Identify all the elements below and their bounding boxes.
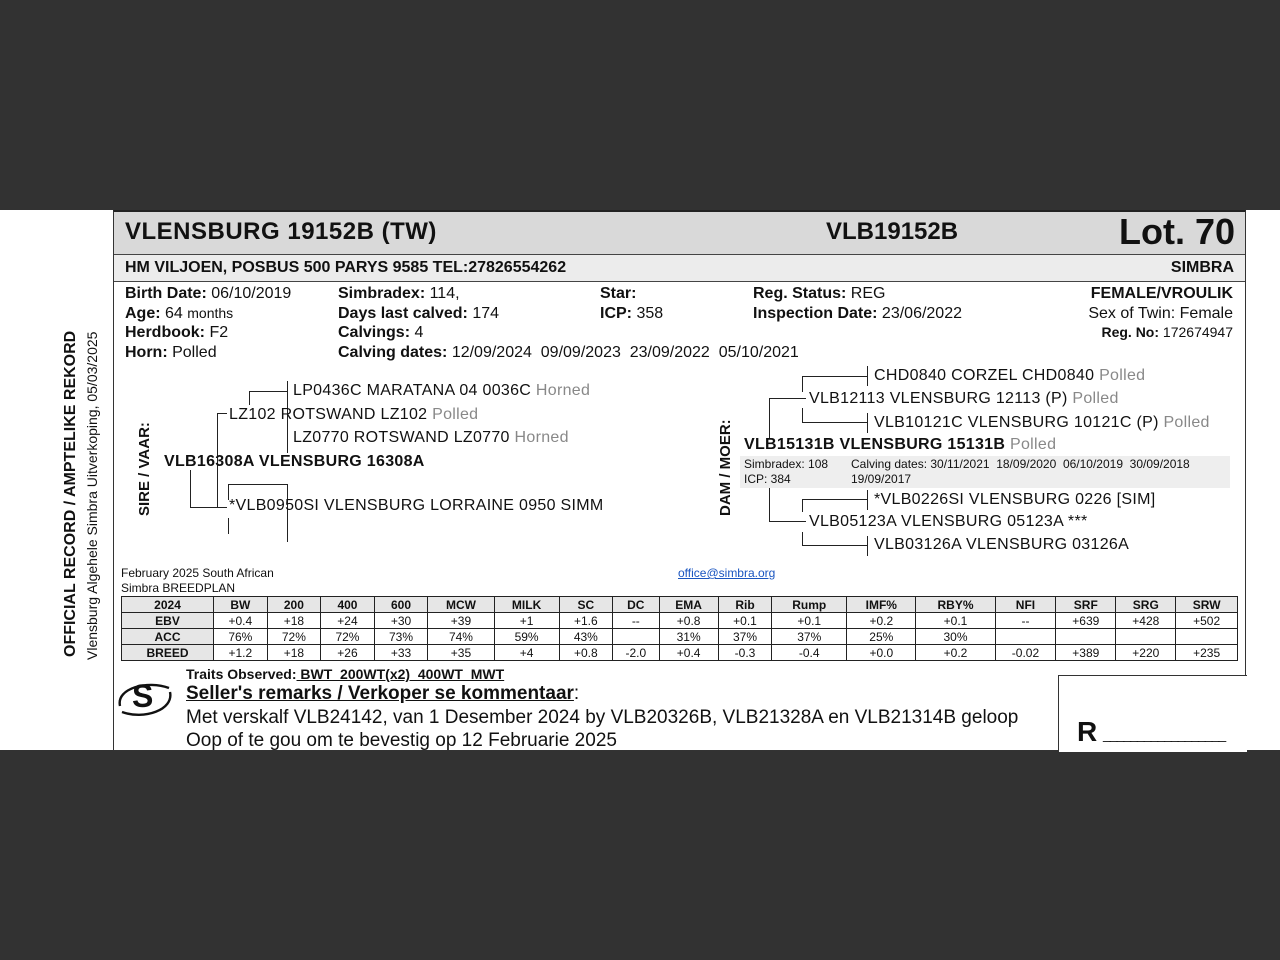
ebv-cell: +0.0 — [847, 645, 916, 661]
logo-letter: S — [132, 678, 154, 714]
breedplan-line-1: February 2025 South African — [121, 566, 274, 580]
ebv-cell: 37% — [772, 629, 847, 645]
ebv-cell: +0.1 — [916, 613, 995, 629]
ebv-header-cell: MILK — [494, 597, 559, 613]
ebv-cell: +0.4 — [659, 645, 718, 661]
animal-id: VLB19152B — [826, 218, 959, 245]
remarks-title: Seller's remarks / Verkoper se kommentaar: — [186, 683, 580, 704]
ebv-cell: 25% — [847, 629, 916, 645]
ebv-cell: +235 — [1176, 645, 1238, 661]
ebv-cell: 76% — [214, 629, 268, 645]
dam-sire-dam: VLB10121C VLENSBURG 10121C (P) Polled — [874, 414, 1210, 431]
ebv-row-label: BREED — [122, 645, 214, 661]
age-label: Age: — [125, 304, 161, 322]
ebv-cell — [613, 629, 659, 645]
traits-observed: Traits Observed: BWT 200WT(x2) 400WT MWT — [186, 666, 505, 682]
price-currency: R — [1077, 716, 1098, 747]
calving-dates-label: Calving dates: — [338, 343, 448, 361]
ebv-cell — [995, 629, 1056, 645]
ebv-cell: -0.3 — [718, 645, 772, 661]
sire-section-label: SIRE / VAAR: — [136, 422, 153, 516]
ebv-cell: +0.1 — [772, 613, 847, 629]
icp-value: 358 — [636, 304, 664, 322]
remarks-line-2: Oop of te gou om te bevestig op 12 Februarie 2025 — [186, 730, 617, 751]
horn-label: Horn: — [125, 343, 168, 361]
ebv-cell: -0.02 — [995, 645, 1056, 661]
sire-sire: LZ102 ROTSWAND LZ102 Polled — [229, 406, 479, 423]
ebv-cell — [1176, 629, 1238, 645]
ebv-cell: +0.1 — [718, 613, 772, 629]
ebv-table — [121, 596, 1238, 661]
icp-label: ICP: — [600, 304, 632, 322]
animal-name: VLENSBURG 19152B (TW) — [125, 218, 437, 245]
ebv-cell: -0.4 — [772, 645, 847, 661]
inspection-date-value: 23/06/2022 — [881, 304, 962, 322]
ebv-cell: 30% — [916, 629, 995, 645]
ebv-cell: 37% — [718, 629, 772, 645]
ebv-cell: +0.2 — [916, 645, 995, 661]
simbradex-value: 114, — [429, 285, 460, 302]
dam-dam-dam: VLB03126A VLENSBURG 03126A — [874, 536, 1130, 553]
ebv-cell: 72% — [321, 629, 375, 645]
ebv-row — [122, 629, 1238, 645]
ebv-row-label: ACC — [122, 629, 214, 645]
owner-info: HM VILJOEN, POSBUS 500 PARYS 9585 TEL:27826554262 — [125, 259, 567, 276]
ebv-cell: +428 — [1116, 613, 1176, 629]
dam-details-left — [744, 457, 828, 487]
ebv-cell: +0.8 — [559, 645, 613, 661]
breedplan-line-2: Simbra BREEDPLAN — [121, 581, 236, 595]
ebv-cell: +0.4 — [214, 613, 268, 629]
ebv-header-cell: 600 — [374, 597, 428, 613]
ebv-cell: +33 — [374, 645, 428, 661]
remarks-text — [186, 706, 1018, 752]
ebv-cell: +30 — [374, 613, 428, 629]
ebv-cell: +18 — [267, 613, 321, 629]
info-col-3 — [600, 284, 663, 323]
ebv-cell: -- — [613, 613, 659, 629]
sire-dam: *VLB0950SI VLENSBURG LORRAINE 0950 SIMM — [229, 497, 604, 514]
dam-dam-sire: *VLB0226SI VLENSBURG 0226 [SIM] — [874, 491, 1156, 508]
ebv-cell: 73% — [374, 629, 428, 645]
header-bar — [114, 212, 1245, 255]
ebv-cell: 59% — [494, 629, 559, 645]
reg-no-value: 172674947 — [1162, 324, 1233, 340]
simbra-logo — [114, 676, 176, 722]
ebv-cell: +639 — [1056, 613, 1116, 629]
ebv-cell: +0.8 — [659, 613, 718, 629]
days-calved-label: Days last calved: — [338, 304, 468, 322]
ebv-cell: 72% — [267, 629, 321, 645]
sire-sire-dam: LZ0770 ROTSWAND LZ0770 Horned — [293, 429, 569, 446]
ebv-cell: +1.2 — [214, 645, 268, 661]
ebv-cell: +39 — [428, 613, 494, 629]
official-record-label: OFFICIAL RECORD / AMPTELIKE REKORD — [62, 330, 79, 657]
calvings-label: Calvings: — [338, 324, 411, 341]
reg-status-value: REG — [850, 285, 886, 302]
dam-sire: VLB12113 VLENSBURG 12113 (P) Polled — [809, 390, 1119, 407]
breedplan-label — [121, 566, 274, 596]
ebv-header-cell: Rump — [772, 597, 847, 613]
ebv-header-cell: EMA — [659, 597, 718, 613]
ebv-cell: +4 — [494, 645, 559, 661]
ebv-header-cell: RBY% — [916, 597, 995, 613]
ebv-cell: +24 — [321, 613, 375, 629]
calving-dates-value: 12/09/2024 09/09/2023 23/09/2022 05/10/2021 — [451, 343, 799, 361]
ebv-cell: +502 — [1176, 613, 1238, 629]
ebv-cell: -- — [995, 613, 1056, 629]
remarks-line-1: Met verskalf VLB24142, van 1 Desember 2024 by VLB20326B, VLB21328A en VLB21314B geloop — [186, 707, 1019, 728]
ebv-header-cell: 2024 — [122, 597, 214, 613]
herdbook-label: Herdbook: — [125, 324, 205, 341]
ebv-header-cell: SRF — [1056, 597, 1116, 613]
simbradex-label: Simbradex: — [338, 285, 426, 302]
info-col-4 — [753, 284, 962, 323]
info-col-1 — [125, 284, 291, 362]
ebv-row — [122, 613, 1238, 629]
ebv-cell: +35 — [428, 645, 494, 661]
ebv-header-cell: Rib — [718, 597, 772, 613]
inspection-date-label: Inspection Date: — [753, 304, 878, 322]
horn-value: Polled — [172, 343, 217, 361]
age-value: 64 — [165, 304, 183, 322]
ebv-cell: 74% — [428, 629, 494, 645]
sire-name: VLB16308A VLENSBURG 16308A — [164, 453, 425, 470]
dam-name: VLB15131B VLENSBURG 15131B Polled — [744, 436, 1057, 453]
ebv-cell: 31% — [659, 629, 718, 645]
twin-sex: Sex of Twin: Female — [1088, 304, 1233, 322]
ebv-cell: +18 — [267, 645, 321, 661]
dam-calving-dates: Calving dates: 30/11/2021 18/09/2020 06/10/2019 30/09/2018 — [851, 457, 1190, 471]
ebv-header-cell: 200 — [267, 597, 321, 613]
info-col-5 — [1088, 284, 1233, 343]
sex-label: FEMALE/VROULIK — [1090, 285, 1233, 302]
ebv-cell: +26 — [321, 645, 375, 661]
info-col-2 — [338, 284, 799, 362]
reg-status-label: Reg. Status: — [753, 285, 847, 302]
ebv-header-cell: SC — [559, 597, 613, 613]
dam-icp: ICP: 384 — [744, 472, 791, 486]
owner-bar — [114, 255, 1245, 282]
price-box[interactable] — [1058, 675, 1247, 752]
breed-label: SIMBRA — [1170, 259, 1234, 276]
ebv-cell: +1 — [494, 613, 559, 629]
ebv-header-cell: DC — [613, 597, 659, 613]
ebv-cell: 43% — [559, 629, 613, 645]
dam-calving-dates-2: 19/09/2017 — [851, 472, 912, 486]
reg-no-label: Reg. No: — [1101, 324, 1160, 340]
ebv-cell: +0.2 — [847, 613, 916, 629]
ebv-cell: +1.6 — [559, 613, 613, 629]
ebv-header-cell: MCW — [428, 597, 494, 613]
star-label: Star: — [600, 285, 637, 302]
dam-sire-sire: CHD0840 CORZEL CHD0840 Polled — [874, 367, 1146, 384]
birth-date-label: Birth Date: — [125, 285, 207, 302]
ebv-cell: +389 — [1056, 645, 1116, 661]
email-link[interactable]: office@simbra.org — [678, 566, 776, 580]
ebv-cell: -2.0 — [613, 645, 659, 661]
ebv-row — [122, 645, 1238, 661]
ebv-cell: +220 — [1116, 645, 1176, 661]
price-blank: __________________ — [1103, 726, 1226, 742]
ebv-header-cell: SRG — [1116, 597, 1176, 613]
ebv-header-cell: NFI — [995, 597, 1056, 613]
ebv-cell — [1056, 629, 1116, 645]
ebv-row-label: EBV — [122, 613, 214, 629]
ebv-header-cell: BW — [214, 597, 268, 613]
dam-dam: VLB05123A VLENSBURG 05123A *** — [809, 513, 1088, 530]
lot-number: Lot. 70 — [1118, 211, 1235, 252]
dam-details-right — [851, 457, 1190, 487]
ebv-header-cell: IMF% — [847, 597, 916, 613]
age-unit: months — [187, 304, 234, 321]
sale-info-label: Vlensburg Algehele Simbra Uitverkoping, 05/03/2025 — [84, 331, 100, 660]
ebv-header-cell: SRW — [1176, 597, 1238, 613]
herdbook-value: F2 — [209, 324, 229, 341]
dam-section-label: DAM / MOER: — [717, 419, 734, 516]
ebv-header-cell: 400 — [321, 597, 375, 613]
calvings-value: 4 — [414, 324, 424, 341]
ebv-cell — [1116, 629, 1176, 645]
sire-sire-sire: LP0436C MARATANA 04 0036C Horned — [293, 382, 591, 399]
birth-date-value: 06/10/2019 — [211, 285, 292, 302]
days-calved-value: 174 — [472, 304, 500, 322]
dam-simbradex: Simbradex: 108 — [744, 457, 829, 471]
